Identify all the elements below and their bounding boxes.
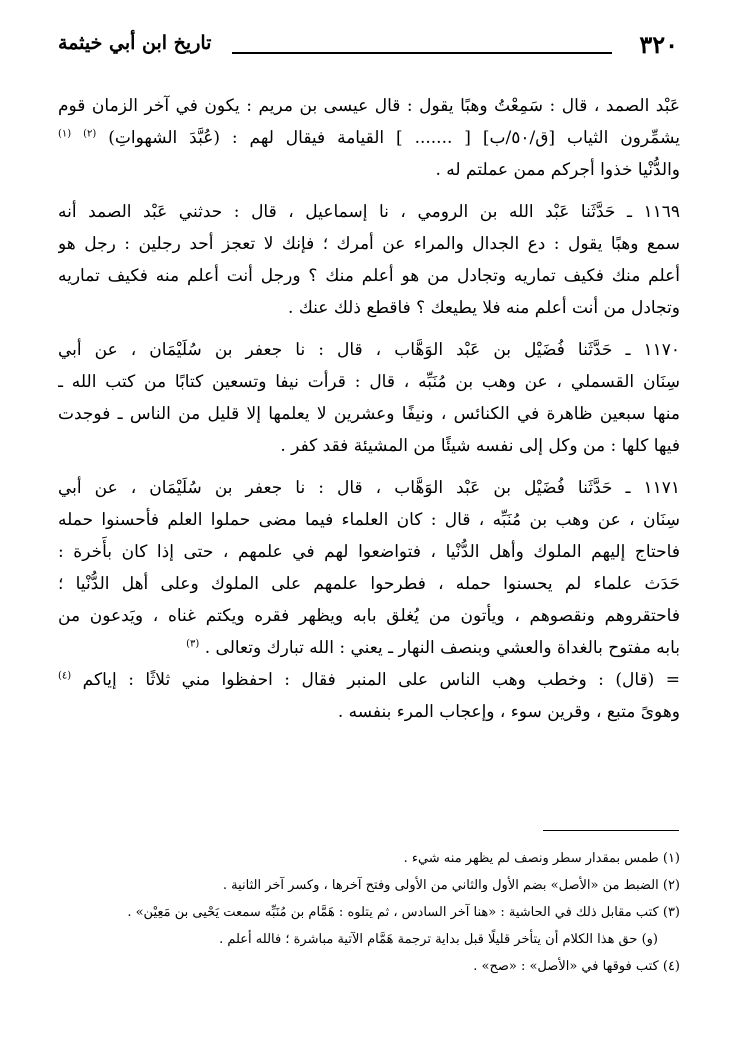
text-line: بابه مفتوح بالغداة والعشي وبنصف النهار ـ يعني : الله تبارك وتعالى . $^{(٣)}$ — [186, 638, 680, 658]
note-ref-1[interactable]: (١) — [58, 128, 72, 140]
text-line: ١١٧٠ ـ حَدَّثَنا فُضَيْل بن عَبْد الوَهَّاب ، قال : نا جعفر بن سُلَيْمَان ، عن أبي — [58, 340, 680, 360]
text-line: ١١٧١ ـ حَدَّثَنا فُضَيْل بن عَبْد الوَهَّاب ، قال : نا جعفر بن سُلَيْمَان ، عن أبي — [58, 478, 680, 498]
note-ref-2[interactable]: (٢) — [83, 128, 97, 140]
text-line: سمع وهبًا يقول : دع الجدال والمراء عن أمرك ؛ فإنك لا تعجز أحد رجلين : رجل هو — [58, 234, 680, 254]
text-line: وهوىً متبع ، وقرين سوء ، وإعجاب المرء بنفسه . — [337, 702, 680, 722]
body-text — [58, 90, 680, 728]
footnote-1: (١) طمس بمقدار سطر ونصف لم يظهر منه شيء . — [403, 851, 680, 866]
text-line: فاحتقروهم ونقصوهم ، ويأتون من يُغلق بابه ويظهر فقره ويكتم غناه ، ويَدعون من — [58, 606, 680, 626]
text-line: فاحتاج إليهم الملوك وأهل الدُّنْيا ، فتواضعوا لهم في علمهم ، حتى إذا كان بأَخرة : — [58, 542, 680, 562]
text-line: ١١٦٩ ـ حَدَّثَنا عَبْد الله بن الرومي ، نا إسماعيل ، قال : حدثني عَبْد الصمد أنه — [58, 202, 680, 222]
text-line: أعلم منك فكيف تماريه وتجادل من هو أعلم منك ؟ ورجل أنت أعلم منه فكيف تماريه — [58, 266, 680, 286]
footnote-4: (٤) كتب فوقها في «الأصل» : «صح» . — [473, 959, 680, 974]
footnote-2: (٢) الضبط من «الأصل» بضم الأول والثاني من الأولى وفتح آخرها ، وكسر آخر الثانية . — [222, 878, 680, 893]
text-line: فيها كلها : من وكل إلى نفسه شيئًا من المشيئة فقد كفر . — [280, 436, 680, 456]
running-title: تاريخ ابن أبي خيثمة — [58, 32, 212, 54]
text-line: يشمِّرون الثياب [ق/٥٠/ب] [ ....... ] القيامة فيقال لهم : (عُبَّدَ الشهواتِ) $^{(٢)}$ $^{(١)}$ — [58, 128, 680, 148]
footnote-separator — [543, 830, 679, 831]
footnote-3: (٣) كتب مقابل ذلك في الحاشية : «هنا آخر السادس ، ثم يتلوه : هَمَّام بن مُنَبِّه سمعت يَحْيى بن مَعِيْن» . — [127, 905, 680, 920]
page-number: ٣٢٠ — [639, 30, 678, 59]
text-line: حَدَث علماء لم يحسنوا حمله ، فطرحوا علمهم على الملوك وعلى أهل الدُّنْيا ؛ — [58, 574, 680, 594]
text-line: منها سبعين ظاهرة في الكنائس ، ونيفًا وعشرين لا يعلمها إلا قليل من الناس ـ فوجدت — [58, 404, 680, 424]
text-line: سِنَان ، عن وهب بن مُنَبِّه ، قال : كان العلماء فيما مضى حملوا العلم فأحسنوا حمله — [58, 510, 680, 530]
page-header — [58, 30, 678, 62]
footnotes — [58, 845, 680, 980]
note-ref-4[interactable]: (٤) — [58, 670, 72, 682]
text-line: عَبْد الصمد ، قال : سَمِعْتُ وهبًا يقول : قال عيسى بن مريم : يكون في آخر الزمان قوم — [58, 96, 680, 116]
text-line: = (قال) : وخطب وهب الناس على المنبر فقال : احفظوا مني ثلاثًا : إياكم $^{(٤)}$ — [58, 670, 680, 690]
footnote-3-continuation: (و) حق هذا الكلام أن يتأخر قليلًا قبل بداية ترجمة هَمَّام الآتية مباشرة ؛ فالله أعلم . — [219, 932, 658, 947]
note-ref-3[interactable]: (٣) — [186, 638, 200, 650]
header-rule — [232, 52, 612, 54]
text-line: والدُّنْيا خذوا أجركم ممن عملتم له . — [435, 160, 680, 180]
text-line: سِنَان القسملي ، عن وهب بن مُنَبِّه ، قال : قرأت نيفا وتسعين كتابًا من كتب الله ـ — [58, 372, 680, 392]
text-line: وتجادل من أنت أعلم منه فلا يطيعك ؟ فاقطع ذلك عنك . — [288, 298, 680, 318]
